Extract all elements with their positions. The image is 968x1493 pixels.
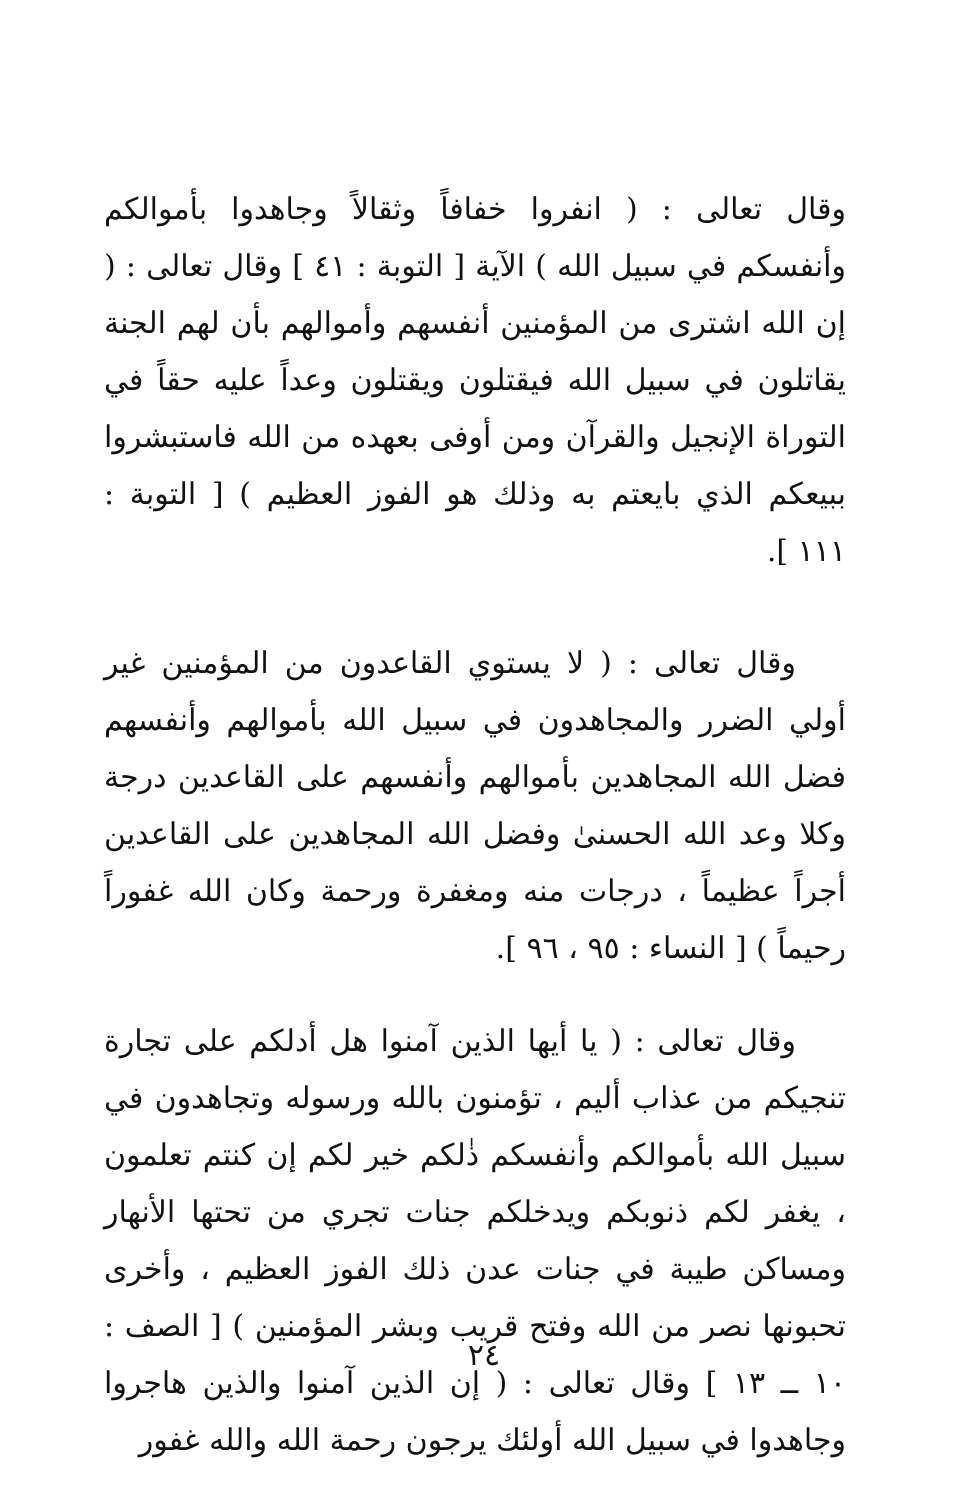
paragraph-1: وقال تعالى : ( انفروا خفافاً وثقالاً وجاهدوا بأموالكم وأنفسكم في سبيل الله ) الآية [ التوبة : ٤١ ] وقال تعالى : ( إن الله اشترى من المؤمنين أنفسهم وأموالهم بأن لهم الجنة يقاتلون في سبيل الله فيقتلون ويقتلون وعداً عليه حقاً في التوراة الإنجيل والقرآن ومن أوفى بعهده من الله فاستبشروا ببيعكم الذي بايعتم به وذلك هو الفوز العظيم ) [ التوبة : ١١١ ]. [104, 192, 847, 569]
paragraph-2: وقال تعالى : ( لا يستوي القاعدون من المؤمنين غير أولي الضرر والمجاهدون في سبيل الله بأموالهم وأنفسهم فضل الله المجاهدين بأموالهم وأنفسهم على القاعدين درجة وكلا وعد الله الحسنىٰ وفضل الله المجاهدين على القاعدين أجراً عظيماً ، درجات منه ومغفرة ورحمة وكان الله غفوراً رحيماً ) [ النساء : ٩٥ ، ٩٦ ]. [104, 646, 846, 966]
page-number: ٢٤ [467, 1338, 501, 1373]
paragraph-3: وقال تعالى : ( يا أيها الذين آمنوا هل أدلكم على تجارة تنجيكم من عذاب أليم ، تؤمنون بالله ورسوله وتجاهدون في سبيل الله بأموالكم وأنفسكم ذٰلكم خير لكم إن كنتم تعلمون ، يغفر لكم ذنوبكم ويدخلكم جنات تجري من تحتها الأنهار ومساكن طيبة في جنات عدن ذلك الفوز العظيم ، وأخرى تحبونها نصر من الله وفتح قريب وبشر المؤمنين ) [ الصف : ١٠ ــ ١٣ ] وقال تعالى : ( إن الذين آمنوا والذين هاجروا وجاهدوا في سبيل الله أولئك يرجون رحمة الله والله غفور [104, 1024, 846, 1458]
page-body [104, 181, 846, 1469]
